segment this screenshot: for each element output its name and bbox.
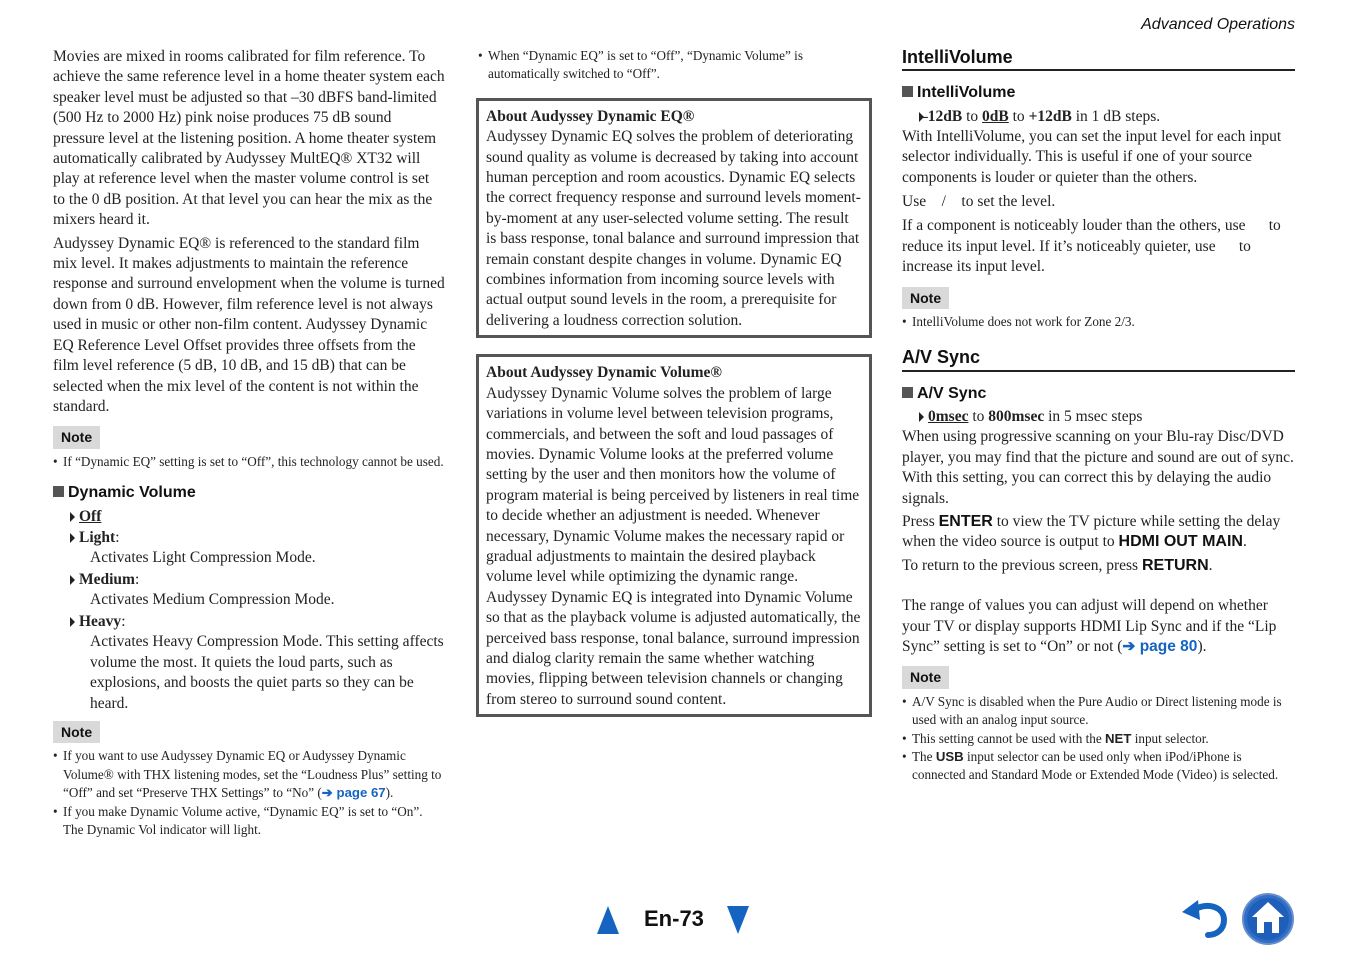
note-list bbox=[53, 747, 445, 839]
square-bullet-icon bbox=[902, 387, 913, 398]
option-description: Activates Heavy Compression Mode. This setting affects volume the most. It quiets the loud parts, such as explosions, and boosts the quiet parts so they can be heard. bbox=[90, 633, 444, 712]
box-text: Audyssey Dynamic Volume solves the problem of large variations in volume level between television programs, commercials, and between the soft and loud passages of movies. Dynamic Volume looks at the preferred volume setting by the user and then monitors how the volume of program material is being perceived by listeners in real time to decide whether an adjustment is needed. Whenever necessary, Dynamic Volume makes the necessary rapid or gradual adjustments to maintain the desired playback volume level while optimizing the dynamic range. Audyssey Dynamic EQ is integrated into Dynamic Volume so that as the playback volume is adjusted automatically, the perceived bass response, tonal balance, surround impression and dialog clarity remain the same whether watching movies, flipping between television channels or changing from stereo to surround sound content. bbox=[486, 384, 861, 708]
page-link[interactable]: ➔ page 80 bbox=[1122, 637, 1198, 655]
note-list bbox=[478, 47, 872, 84]
option-medium: Medium: bbox=[53, 569, 445, 590]
paragraph: When using progressive scanning on your Blu-ray Disc/DVD player, you may find that the picture and sound are out of sync. With this setting, you can correct this by delaying the audio signals. bbox=[902, 428, 1294, 507]
section-title-av-sync: A/V Sync bbox=[902, 347, 1295, 371]
box-title: About Audyssey Dynamic Volume® bbox=[486, 364, 722, 382]
note-item: • This setting cannot be used with the NET input selector. bbox=[902, 730, 1295, 748]
key-enter: ENTER bbox=[938, 512, 993, 530]
paragraph: Audyssey Dynamic EQ® is referenced to the standard film mix level. It makes adjustments to maintain the reference response and surround envelopment when the volume is turned down from 0 dB. However, film reference level is not always used in music or other non-film content. Audyssey Dynamic EQ Reference Level Offset provides three offsets from the film level reference (5 dB, 10 dB, and 15 dB) that can be selected when the mix level of the content is not within the standard. bbox=[53, 234, 445, 415]
page-link[interactable]: ➔ page 67 bbox=[321, 785, 386, 801]
page-number: En-73 bbox=[644, 906, 704, 931]
section-heading: Dynamic Volume bbox=[53, 483, 445, 503]
paragraph: With IntelliVolume, you can set the input level for each input selector individually. This is useful if one of your source components is louder or quieter than the others. bbox=[902, 127, 1282, 186]
info-box-dynamic-eq bbox=[476, 98, 872, 338]
note-tag: Note bbox=[53, 426, 100, 448]
value-range: –12dB to 0dB to +12dB in 1 dB steps. bbox=[902, 106, 1295, 127]
column-middle bbox=[476, 47, 872, 717]
note-item: • If you want to use Audyssey Dynamic EQ or Audyssey Dynamic Volume® with THX listening modes, set the “Loudness Plus” setting to “Off” and set “Preserve THX Settings” to “No” (➔ page 67). bbox=[53, 747, 445, 802]
square-bullet-icon bbox=[902, 86, 913, 97]
note-item: • When “Dynamic EQ” is set to “Off”, “Dynamic Volume” is automatically switched to “Off”. bbox=[478, 47, 872, 84]
paragraph: To return to the previous screen, press RETURN. bbox=[902, 556, 1213, 574]
note-item: • If you make Dynamic Volume active, “Dynamic EQ” is set to “On”. The Dynamic Vol indicator will light. bbox=[53, 803, 445, 840]
value-range: 0msec to 800msec in 5 msec steps bbox=[902, 406, 1295, 427]
key-hdmi-out-main: HDMI OUT MAIN bbox=[1118, 533, 1243, 551]
paragraph: Movies are mixed in rooms calibrated for film reference. To achieve the same reference level in a home theater system each speaker level must be adjusted so that –30 dBFS band-limited (500 Hz to 2000 Hz) pink noise produces 75 dB sound pressure level at the listening position. A home theater system automatically calibrated by Audyssey MultEQ® XT32 will play at reference level when the master volume control is set to the 0 dB position. At that level you can hear the mix as the mixers heard it. bbox=[53, 48, 445, 229]
note-list bbox=[902, 693, 1295, 785]
key-return: RETURN bbox=[1141, 556, 1209, 574]
note-tag: Note bbox=[902, 666, 949, 688]
note-list bbox=[902, 313, 1295, 331]
page-footer bbox=[0, 898, 1348, 944]
option-description: Activates Light Compression Mode. bbox=[90, 548, 316, 566]
box-title: About Audyssey Dynamic EQ® bbox=[486, 107, 695, 125]
note-tag: Note bbox=[53, 721, 100, 743]
home-icon[interactable] bbox=[1241, 892, 1295, 951]
column-right bbox=[902, 47, 1295, 785]
next-page-arrow-icon[interactable] bbox=[727, 906, 749, 939]
paragraph: Press ENTER to view the TV picture while setting the delay when the video source is output to HDMI OUT MAIN. bbox=[902, 512, 1281, 551]
section-heading: IntelliVolume bbox=[902, 83, 1295, 103]
column-left bbox=[53, 47, 445, 839]
section-title-intellivolume: IntelliVolume bbox=[902, 47, 1295, 71]
option-light: Light: bbox=[53, 527, 445, 548]
paragraph: If a component is noticeably louder than the others, use to reduce its input level. If it’s noticeably quieter, use to increase its input level. bbox=[902, 217, 1285, 276]
section-heading: A/V Sync bbox=[902, 384, 1295, 404]
prev-page-arrow-icon[interactable] bbox=[597, 906, 619, 939]
section-title: Advanced Operations bbox=[1141, 16, 1295, 33]
option-description: Activates Medium Compression Mode. bbox=[90, 590, 335, 608]
paragraph: The range of values you can adjust will depend on whether your TV or display supports HDMI Lip Sync and if the “Lip Sync” setting is set to “On” or not (➔ page 80). bbox=[902, 597, 1277, 655]
info-box-dynamic-volume bbox=[476, 354, 872, 717]
box-text: Audyssey Dynamic EQ solves the problem of deteriorating sound quality as volume is decreased by taking into account human perception and room acoustics. Dynamic EQ selects the correct frequency response and surround levels moment-by-moment at any user-selected volume setting. The result is bass response, tonal balance and surround impression that remain constant despite changes in volume. Dynamic EQ combines information from incoming source levels with actual output sound levels in the room, a prerequisite for delivering a loudness correction solution. bbox=[486, 128, 861, 329]
back-icon[interactable] bbox=[1180, 898, 1228, 943]
note-item: • IntelliVolume does not work for Zone 2/3. bbox=[902, 313, 1295, 331]
option-off: Off bbox=[53, 506, 445, 527]
note-item: • The USB input selector can be used only when iPod/iPhone is connected and Standard Mode or Extended Mode (Video) is selected. bbox=[902, 748, 1295, 785]
note-item: • A/V Sync is disabled when the Pure Audio or Direct listening mode is used with an analog input source. bbox=[902, 693, 1295, 730]
note-list bbox=[53, 453, 445, 471]
paragraph: Use / to set the level. bbox=[902, 193, 1056, 211]
square-bullet-icon bbox=[53, 486, 64, 497]
note-item: • If “Dynamic EQ” setting is set to “Off”, this technology cannot be used. bbox=[53, 453, 445, 471]
option-heavy: Heavy: bbox=[53, 611, 445, 632]
note-tag: Note bbox=[902, 287, 949, 309]
